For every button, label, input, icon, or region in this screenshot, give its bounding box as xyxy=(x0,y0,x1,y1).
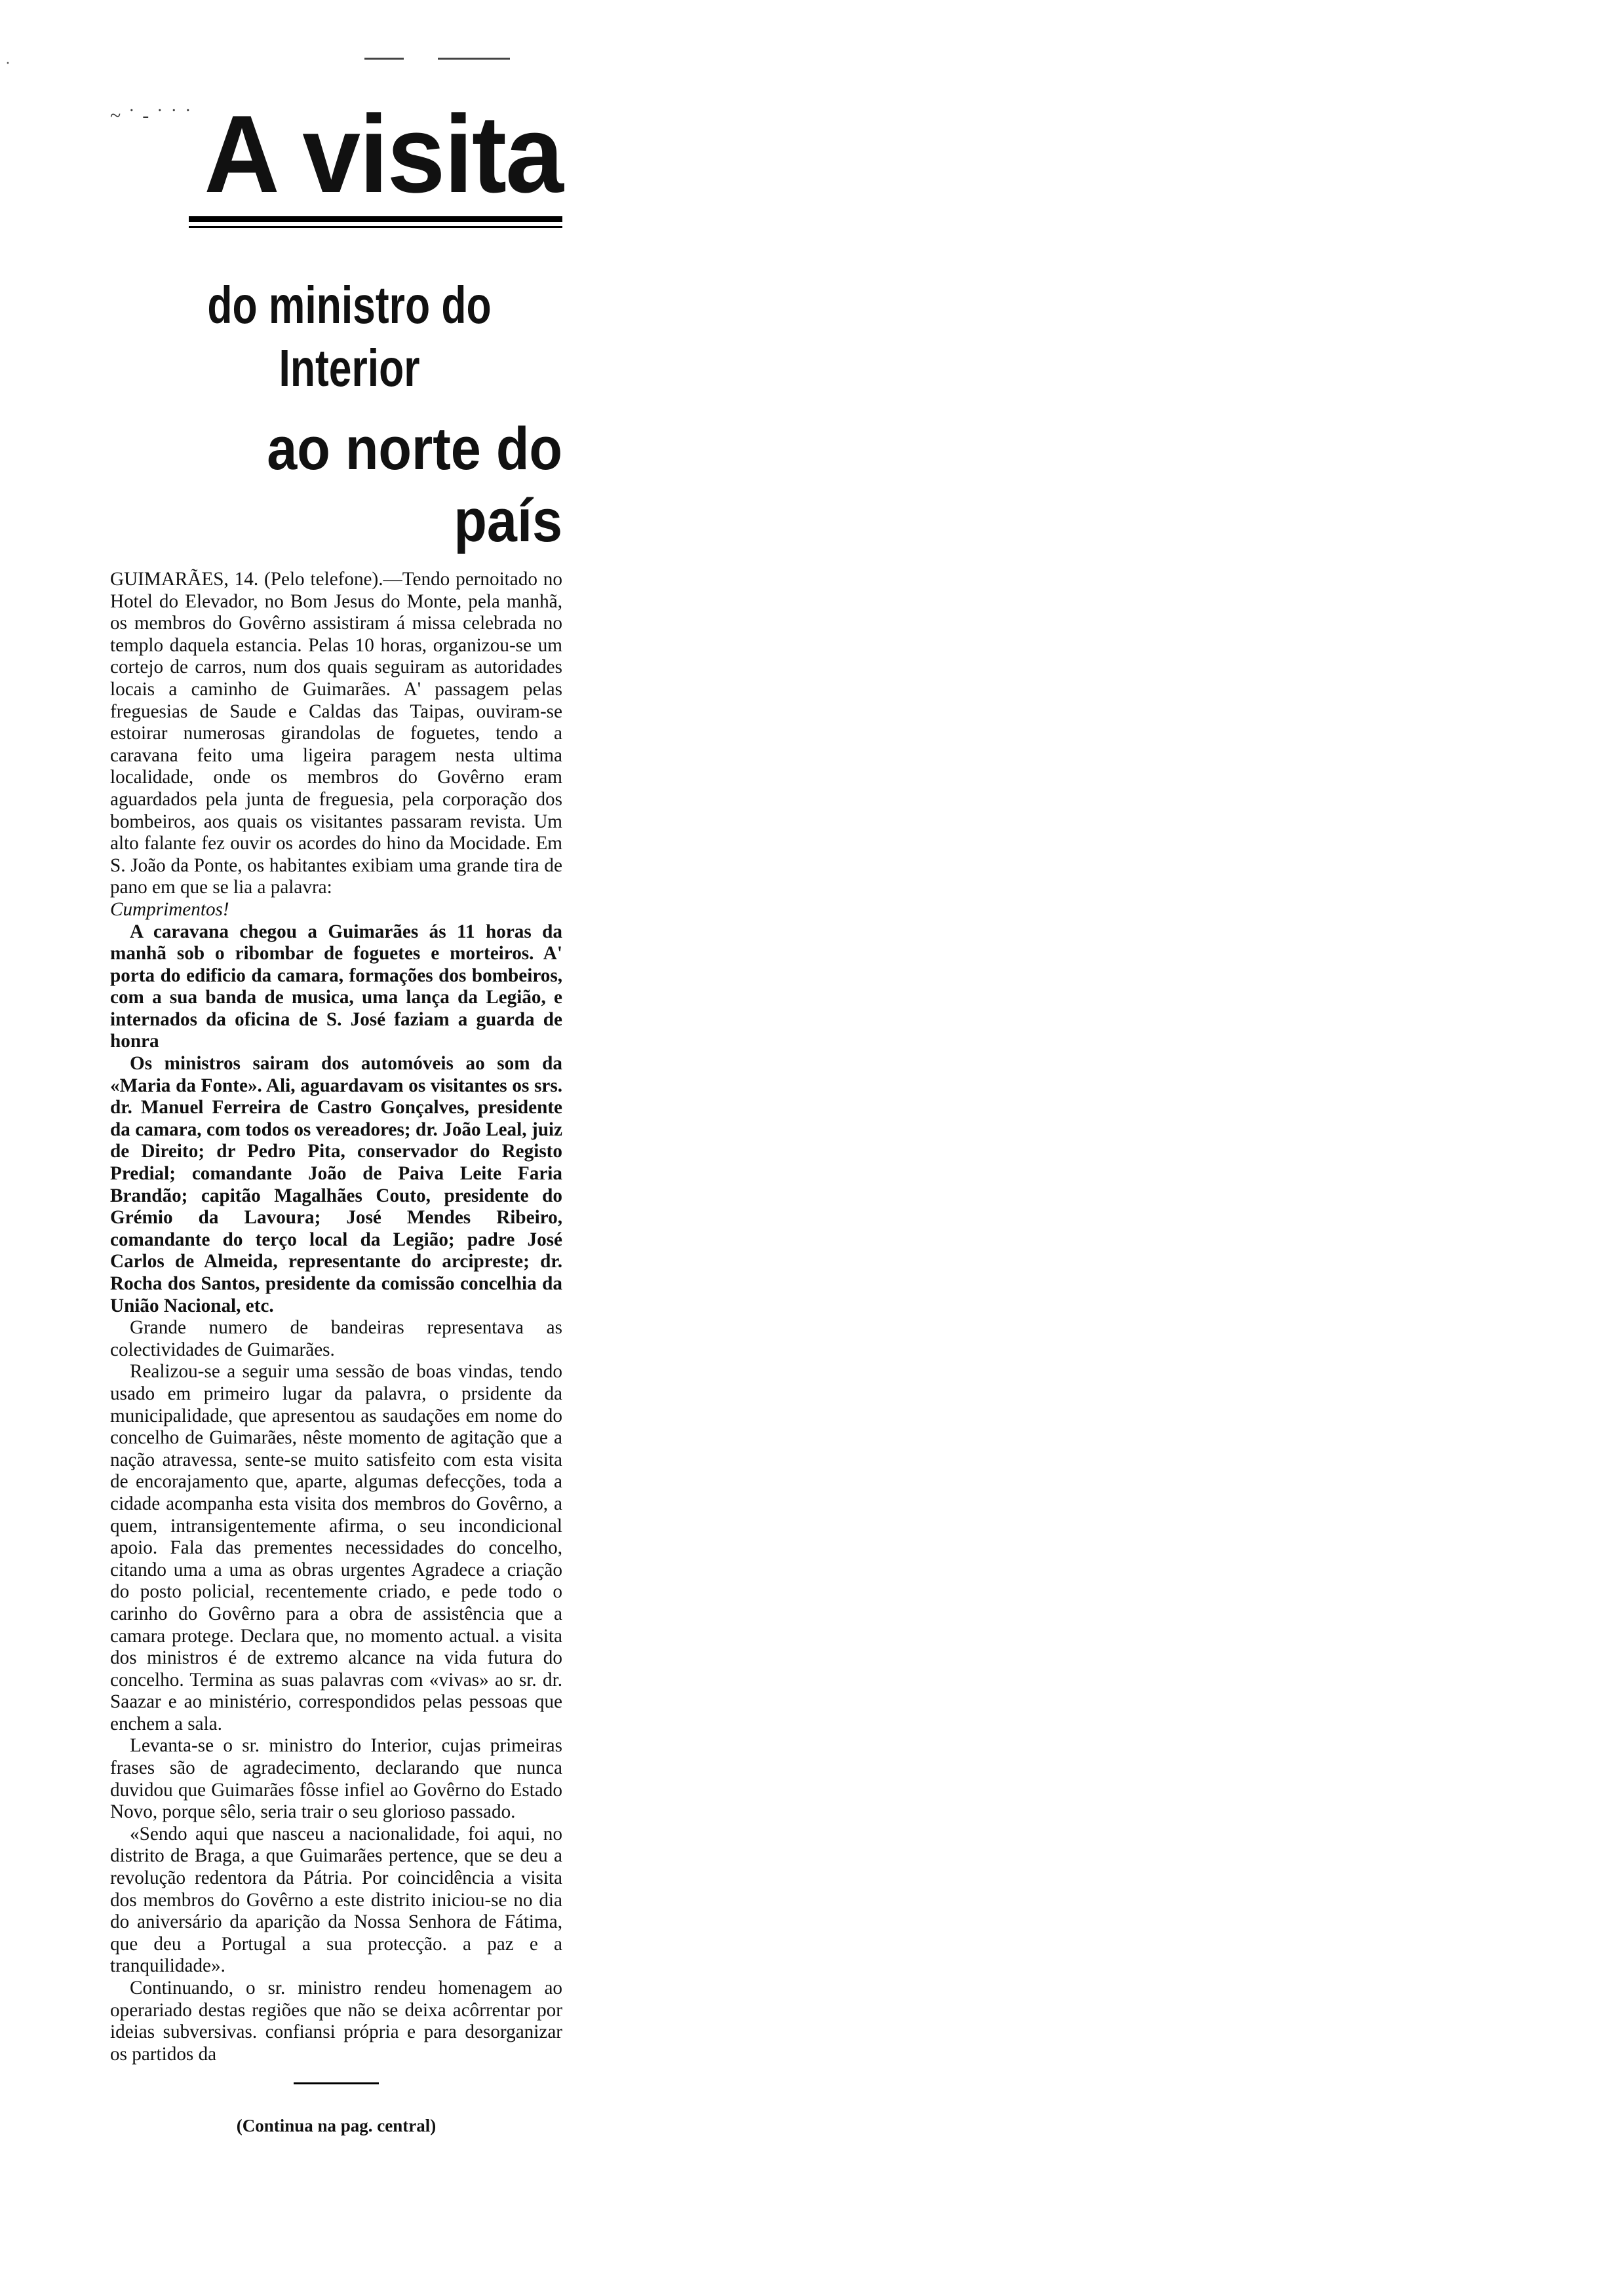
paragraph: A caravana chegou a Guimarães ás 11 horas da manhã sob o ribombar de foguetes e morteiros. A' porta do edificio da camara, formações dos bombeiros, com a sua banda de musica, uma lança da Legião, e internados da oficina de S. José faziam a guarda de honra xyxy=(110,921,562,1052)
headline: A visita xyxy=(204,92,562,216)
edge-mark: · xyxy=(5,55,10,72)
smudge-marks: ~ ˙ - ˙ ˙ ˙ xyxy=(110,105,193,126)
end-rule xyxy=(294,2082,379,2084)
paragraph: Cumprimentos! xyxy=(110,898,229,920)
paragraph: «Sendo aqui que nasceu a nacionalidade, foi aqui, no distrito de Braga, a que Guimarães pertence, que se deu a revolução redentora da Pátria. Por coincidência a visita dos membros do Govêrno a este distrito iniciou-se no dia do aniversário da aparição da Nossa Senhora de Fátima, que deu a Portugal a sua protecção. a paz e a tranquilidade». xyxy=(110,1823,562,1977)
paragraph: Levanta-se o sr. ministro do Interior, cujas primeiras frases são de agradecimento, declarando que nunca duvidou que Guimarães fôsse infiel ao Govêrno do Estado Novo, porque sêlo, seria trair o seu glorioso passado. xyxy=(110,1735,562,1823)
subheadline-2: ao norte do país xyxy=(267,415,562,554)
paragraph: GUIMARÃES, 14. (Pelo telefone).—Tendo pernoitado no Hotel do Elevador, no Bom Jesus do Monte, pela manhã, os membros do Govêrno assistiram á missa celebrada no templo daquela estancia. Pelas 10 horas, organizou-se um cortejo de carros, num dos quais seguiram as autoridades locais a caminho de Guimarães. A' passagem pelas freguesias de Saude e Caldas das Taipas, ouviram-se estoirar numerosas girandolas de foguetes, tendo a caravana feito uma ligeira paragem nesta ultima localidade, onde os membros do Govêrno eram aguardados pela junta de freguesia, pela corporação dos bombeiros, aos quais os visitantes passaram revista. Um alto falante fez ouvir os acordes do hino da Mocidade. Em S. João da Ponte, os habitantes exibiam uma grande tira de pano em que se lia a palavra: xyxy=(110,569,562,898)
continuation-note: (Continua na pag. central) xyxy=(236,2116,437,2136)
article-body xyxy=(110,569,562,2065)
article-column xyxy=(110,92,562,2136)
paragraph: Os ministros sairam dos automóveis ao som da «Maria da Fonte». Ali, aguardavam os visitantes os srs. dr. Manuel Ferreira de Castro Gonçalves, presidente da camara, com todos os vereadores; dr. João Leal, juiz de Direito; dr Pedro Pita, conservador do Registo Predial; comandante João de Paiva Leite Faria Brandão; capitão Magalhães Couto, presidente do Grémio da Lavoura; José Mendes Ribeiro, comandante do terço local da Legião; padre José Carlos de Almeida, representante do arcipreste; dr. Rocha dos Santos, presidente da comissão concelhia da União Nacional, etc. xyxy=(110,1053,562,1316)
headline-rule-thin xyxy=(189,226,562,228)
subheadline-1: do ministro do Interior xyxy=(207,276,492,397)
stray-mark-top-right xyxy=(438,58,510,60)
paragraph: Realizou-se a seguir uma sessão de boas vindas, tendo usado em primeiro lugar da palavra, o prsidente da municipalidade, que apresentou as saudações em nome do concelho de Guimarães, nêste momento de agitação que a nação atravessa, sente-se muito satisfeito com esta visita de encorajamento que, aparte, algumas defecções, toda a cidade acompanha esta visita dos membros do Govêrno, a quem, intransigentemente afirma, o seu incondicional apoio. Fala das prementes necessidades do concelho, citando uma a uma as obras urgentes Agradece a criação do posto policial, recentemente criado, e pede todo o carinho do Govêrno para a obra de assistência que a camara protege. Declara que, no momento actual. a visita dos ministros é de extremo alcance na vida futura do concelho. Termina as suas palavras com «vivas» ao sr. dr. Saazar e ao ministério, correspondidos pelas pessoas que enchem a sala. xyxy=(110,1361,562,1734)
paragraph: Continuando, o sr. ministro rendeu homenagem ao operariado destas regiões que não se deixa acôrrentar por ideias subversivas. confiansi própria e para desorganizar os partidos da xyxy=(110,1978,562,2065)
paragraph: Grande numero de bandeiras representava as colectividades de Guimarães. xyxy=(110,1317,562,1360)
stray-mark-top xyxy=(364,58,404,60)
headline-rule-thick xyxy=(189,216,562,222)
